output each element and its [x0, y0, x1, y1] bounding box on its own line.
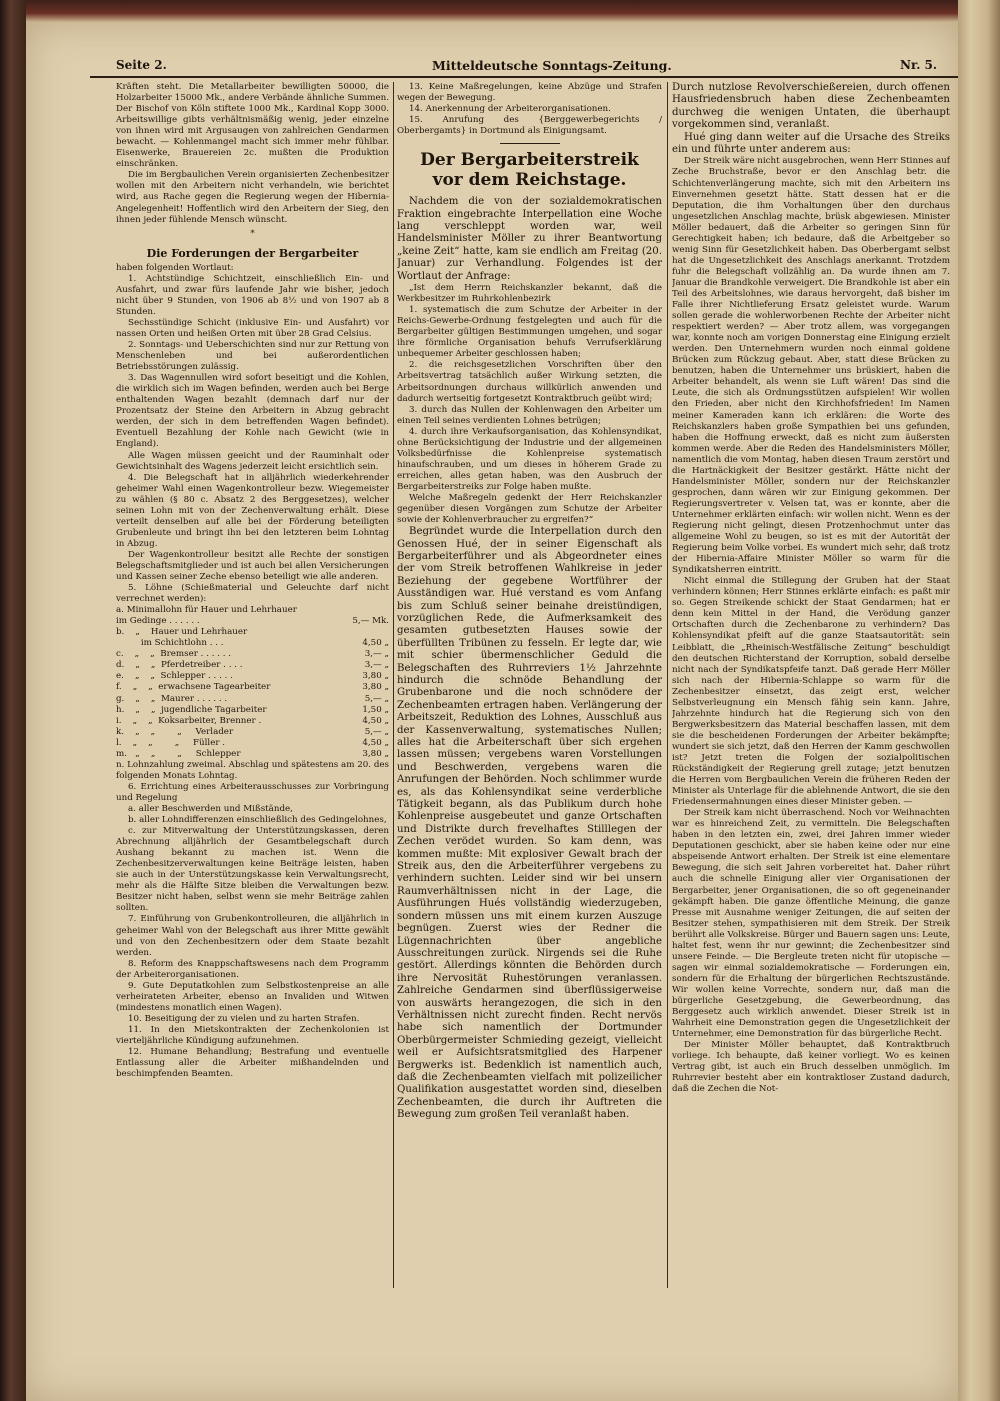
wage-label: im Schichtlohn . . .	[116, 638, 224, 649]
wage-value: 4,50 „	[362, 638, 389, 649]
article-title	[397, 150, 662, 190]
top-page-edge	[26, 0, 958, 22]
list-item: c. zur Mitverwaltung der Unterstützungskassen, deren Abrechnung alljährlich der Gesamtbelegschaft durch Aushang bekannt zu machen ist. Wenn die Zechenbesitzerverwaltungen keine Beiträge leisten, haben sie auch in der Unterstützungskasse kein Verwaltungsrecht, mehr als die Hälfte Sitze bleiben die Verwaltungen bezw. Besitzer nicht haben, selbst wenn sie mehr Beiträge zahlen sollten.	[116, 826, 389, 914]
paragraph: Kräften steht. Die Metallarbeiter bewilligten 50000, die Holzarbeiter 15000 Mk., andere Verbände ähnliche Summen. Der Bischof von Köln stiftete 1000 Mk., Kardinal Kopp 3000. Arbeitswillige gibts verhältnismäßig wenig, jeder einzelne von ihnen wird mit Argusaugen von zahlreichen Gendarmen bewacht. — Kohlenmangel macht sich immer mehr fühlbar. Eisenwerke, Brauereien 2c. mußten die Produktion einschränken.	[116, 82, 389, 170]
wage-row	[116, 638, 389, 649]
article-rule	[500, 143, 560, 144]
wage-label: e. „ „ Schlepper . . . . .	[116, 671, 233, 682]
list-item: 4. durch ihre Verkaufsorganisation, das Kohlensyndikat, ohne Berücksichtigung der Industrie und der allgemeinen Volksbedürfnisse die Kohlenpreise systematisch hinaufschrauben, und um dieses in höherem Grade zu erreichen, alles getan haben, was den Ausbruch der Bergarbeiterstreiks zur Folge haben mußte.	[397, 426, 662, 492]
paragraph: Nicht einmal die Stillegung der Gruben hat der Staat verhindern können; Herr Stinnes erklärte einfach: es paßt mir so. Gegen Streikende schickt der Staat Gendarmen; hat er denn kein Mittel in der Hand, die Verödung ganzer Ortschaften durch die Zechenbarone zu verhindern? Das Kohlensyndikat pfeift auf die ganze Staatsautorität: sein Leibblatt, die „Rheinisch-Westfälische Zeitung“ beschuldigt den deutschen Richterstand der Korruption, sobald derselbe nicht nach der Syndikatspfeife tanzt. Daß gerade Herr Möller sich nach der Hibernia-Schlappe so warm für die Zechenbesitzer einsetzt, das zeigt erst, welcher Selbstverleugnung ein Mensch fähig sein kann. Jahre, Jahrzehnte hindurch hat die Regierung sich von den Bergwerksbesitzern das Material beschaffen lassen, mit dem sie die bescheidenen Forderungen der Arbeiter bekämpfte; wundert sie sich jetzt, daß den Herren der Kamm geschwollen ist? Jetzt treten die Folgen der sozialpolitischen Rückständigkeit der Regierung grell zutage; jetzt benutzen die Herren vom Bergbaulichen Verein die früheren Reden der Minister als Unterlage für die ablehnende Antwort, die sie den Friedensermahnungen eines dieser Minister geben. —	[672, 576, 950, 808]
wage-row	[116, 749, 389, 760]
wage-table	[116, 616, 389, 760]
paragraph: Begründet wurde die Interpellation durch den Genossen Hué, der in seiner Eigenschaft als Bergarbeiterführer und als Abgeordneter eines der vom Streik betroffenen Wahlkreise in jeder Beziehung der gegebene Wortführer der Ausständigen war. Hué verstand es vom Anfang bis zum Schluß seiner beinahe dreistündigen, vorzüglichen Rede, die Aufmerksamkeit des gesamten gutbesetzten Hauses sowie der überfüllten Tribünen zu fesseln. Er legte dar, wie mit schier übermenschlicher Geduld die Belegschaften des Ruhrreviers 1½ Jahrzehnte hindurch die schnöde Behandlung der Grubenbarone und die noch schnödere der Zechenbeamten ertragen haben. Verlängerung der Arbeitszeit, Reduktion des Lohnes, Ausschluß aus der Kassenverwaltung, systematisches Nullen; alles hat die Arbeiterschaft über sich ergehen lassen müssen; vergebens waren Vorstellungen und Beschwerden, vergebens waren die Anrufungen der Behörden. Noch schlimmer wurde es, als das Kohlensyndikat seine verderbliche Tätigkeit begann, als das Publikum durch hohe Kohlenpreise ausgebeutet und ganze Ortschaften und Distrikte durch frevelhaftes Stilllegen der Zechen verödet wurden. So kam denn, was kommen mußte: Mit explosiver Gewalt brach der Streik aus, den die Arbeiterführer vergebens zu verhindern suchten. Leider sind wir bei unsern Raumverhältnissen nicht in der Lage, die Ausführungen Hués vollständig wiederzugeben, sondern müssen uns mit einem kurzen Auszuge begnügen. Zuerst wies der Redner die Lügennachrichten über angebliche Ausschreitungen zurück. Nirgends sei die Ruhe gestört. Allerdings könnten die Behörden durch ihre Nervosität Ruhestörungen veranlassen. Zahlreiche Gendarmen sind überflüssigerweise von auswärts herangezogen, die sich in den Verhältnissen nicht zurecht finden. Recht nervös habe sich namentlich der Dortmunder Oberbürgermeister Schmieding gezeigt, vielleicht weil er Aufsichtsratsmitglied des Harpener Bergwerks ist. Bedenklich ist namentlich auch, daß die Zechenbeamten vielfach mit polizeilicher Qualifikation ausgestattet worden sind, dieselben Zechenbeamten, die durch ihr Auftreten die Bewegung zum großen Teil veranlaßt haben.	[397, 526, 662, 1121]
list-item: 6. Errichtung eines Arbeiterausschusses zur Vorbringung und Regelung	[116, 781, 389, 803]
column-1	[116, 82, 389, 1292]
list-item: b. aller Lohndifferenzen einschließlich des Gedingelohnes,	[128, 815, 387, 826]
list-item: 15. Anrufung des {Berggewerbegerichts / Oberbergamts} in Dortmund als Einigungsamt.	[397, 115, 662, 137]
wage-label: b. „ Hauer und Lehrhauer	[116, 627, 248, 638]
list-item: Alle Wagen müssen geeicht und der Rauminhalt oder Gewichtsinhalt des Wagens jederzeit leicht ersichtlich sein.	[116, 450, 389, 472]
wage-label: h. „ „ jugendliche Tagarbeiter	[116, 704, 267, 715]
list-item: 1. Achtstündige Schichtzeit, einschließlich Ein- und Ausfahrt, und zwar fürs laufende Jahr wie bisher, jedoch nicht über 9 Stunden, von 1906 ab 8½ und von 1907 ab 8 Stunden.	[116, 273, 389, 317]
paragraph: Durch nutzlose Revolverschießereien, durch offenen Hausfriedensbruch haben diese Zechenbeamten durchweg die wenigen Untaten, die überhaupt vorgekommen sind, veranlaßt.	[672, 82, 950, 131]
wage-label: f. „ „ erwachsene Tagearbeiter	[116, 682, 271, 693]
wage-value: 3,— „	[364, 649, 389, 660]
list-item: 7. Einführung von Grubenkontrolleuren, die alljährlich in geheimer Wahl von der Belegschaft aus ihrer Mitte gewählt und von den Zechenbesitzern oder dem Staate bezahlt werden.	[116, 914, 389, 958]
paragraph: Welche Maßregeln gedenkt der Herr Reichskanzler gegenüber diesen Vorgängen zum Schutze der Arbeiter sowie der Kohlenverbraucher zu ergreifen?“	[397, 492, 662, 526]
list-item: 10. Beseitigung der zu vielen und zu harten Strafen.	[128, 1013, 360, 1024]
wage-row	[116, 682, 389, 693]
wage-label: i. „ „ Koksarbeiter, Brenner .	[116, 715, 262, 726]
wage-label: k. „ „ „ Verlader	[116, 726, 234, 737]
list-item: Der Wagenkontrolleur besitzt alle Rechte der sonstigen Belegschaftsmitglieder und ist auch bei allen Versicherungen und Kassen seiner Zeche ebenso beteiligt wie alle anderen.	[116, 549, 389, 583]
wage-row	[116, 671, 389, 682]
wage-row	[116, 627, 389, 638]
list-item: 3. durch das Nullen der Kohlenwagen den Arbeiter um einen Teil seines verdienten Lohnes betrügen;	[397, 404, 662, 426]
wage-label: im Gedinge . . . . . .	[116, 616, 200, 627]
header-rule	[90, 76, 958, 78]
paragraph: Nachdem die von der sozialdemokratischen Fraktion eingebrachte Interpellation eine Woche lang verschleppt worden war, weil Handelsminister Möller zu ihrer Beantwortung „keine Zeit“ hatte, kam sie endlich am Freitag (20. Januar) zur Verhandlung. Folgendes ist der Wortlaut der Anfrage:	[397, 196, 662, 282]
wage-label: c. „ „ Bremser . . . . . .	[116, 649, 232, 660]
wage-value: 4,50 „	[362, 737, 389, 748]
wage-row	[116, 694, 389, 705]
newspaper-title: Mitteldeutsche Sonntags-Zeitung.	[432, 58, 672, 73]
wage-row	[116, 738, 389, 749]
paragraph: Der Streik wäre nicht ausgebrochen, wenn Herr Stinnes auf Zeche Bruchstraße, bevor er den Anschlag betr. die Schichtenverlängerung machte, sich mit den Arbeitern ins Einvernehmen gesetzt hätte. Statt dessen hat er die Deputation, die ihm Vorhaltungen über den durchaus ungesetzlichen Anschlag machte, brüsk abgewiesen. Minister Möller bedauert, daß die Arbeiter so geringen Sinn für Gerechtigkeit haben; ich bedaure, daß die Arbeitgeber so wenig Sinn für Gesetzlichkeit haben. Das Oberbergamt selbst hat die Ungesetzlichkeit des Anschlags anerkannt. Trotzdem fuhr die Belegschaft vollzählig an. Da wurde ihnen am 7. Januar die Brandkohle verweigert. Die Brandkohle ist aber ein Teil des Arbeitslohnes, wie daraus hervorgeht, daß bisher im Falle ihrer Nichtlieferung Ersatz geleistet wurde. Warum sollen gerade die wohlerworbenen Rechte der Arbeiter nicht respektiert werden? — Aber trotz allem, was vorgegangen war, konnte noch am vorigen Donnerstag eine Einigung erzielt werden. Den Unternehmern wurden noch einmal goldene Brücken zum Rückzug gebaut. Aber, statt diese Brücken zu benutzen, haben die Unternehmer uns brüskiert, haben die Arbeiter behandelt, als wenn sie Luft wären! Das sind die Leute, die sich als Ordnungsstützen aufspielen! Wir wollen den Frieden, aber nicht den Kirchhofsfrieden! Im Namen meiner Kameraden kann ich erklären: die Worte des Reichskanzlers haben große Sympathien bei uns gefunden, haben die Hoffnung erweckt, daß es nicht zum äußersten kommen werde. Aber die Reden des Handelsministers Möller, namentlich die vom Montag, haben diesen Traum zerstört und die Hartnäckigkeit der Besitzer gestärkt. Hätte nicht der Handelsminister Möller, sondern nur der Reichskanzler gesprochen, dann wären wir zur Einigung gekommen. Der Regierungsvertreter v. Velsen tat, was er konnte, aber die Unternehmer erklärten einfach: wir wollen nicht. Wenn es der Regierung nicht gelingt, diesen Protzenhochmut unter das allgemeine Wohl zu beugen, so ist es mit der Autorität der Regierung beim Volke vorbei. Es wundert mich sehr, daß trotz der Hibernia-Affaire Minister Möller so warm für die Syndikatsherren eintritt.	[672, 156, 950, 576]
wage-label: d. „ „ Pferdetreiber . . . .	[116, 660, 243, 671]
list-item: 5. Löhne (Schießmaterial und Geleuchte darf nicht verrechnet werden):	[116, 583, 389, 605]
wage-label: l. „ „ „ Füller .	[116, 737, 226, 748]
wage-row	[116, 705, 389, 716]
wage-label: m. „ „ „ Schlepper	[116, 748, 241, 759]
right-page-edge	[958, 0, 1000, 1401]
wage-row	[116, 716, 389, 727]
list-item: n. Lohnzahlung zweimal. Abschlag und spätestens am 20. des folgenden Monats Lohntag.	[116, 759, 389, 781]
wage-value: 4,50 „	[362, 715, 389, 726]
paragraph: Der Minister Möller behauptet, daß Kontraktbruch vorliege. Ich behaupte, daß keiner vorliegt. Wo es keinen Vertrag gibt, ist auch ein Bruch desselben unmöglich. Im Ruhrrevier besteht aber ein kontraktloser Zustand dadurch, daß die Zechen die Not-	[672, 1040, 950, 1095]
paragraph: „Ist dem Herrn Reichskanzler bekannt, daß die Werkbesitzer im Ruhrkohlenbezirk	[397, 283, 662, 305]
wage-row	[116, 616, 389, 627]
list-item: 9. Gute Deputatkohlen zum Selbstkostenpreise an alle verheirateten Arbeiter, ebenso an Invaliden und Witwen (mindestens monatlich einen Wagen).	[116, 980, 389, 1013]
list-item: 8. Reform des Knappschaftswesens nach dem Programm der Arbeiterorganisationen.	[116, 958, 389, 980]
book-binding	[0, 0, 26, 1401]
wage-value: 1,50 „	[362, 704, 389, 715]
list-item: a. aller Beschwerden und Mißstände,	[128, 804, 293, 814]
list-item: 4. Die Belegschaft hat in alljährlich wiederkehrender geheimer Wahl einen Wagenkontrolleur bezw. Wiegemeister zu wählen (§ 80 c. Absatz 2 des Berggesetzes), welcher seinen Lohn mit von der Zechenverwaltung erhält. Diese verteilt denselben auf alle bei der Förderung beteiligten Grubenleute und bringt ihn bei den letzteren beim Lohntag in Abzug.	[116, 472, 389, 549]
column-3	[672, 82, 950, 1292]
column-rule	[393, 82, 394, 1288]
wage-value: 3,80 „	[362, 748, 389, 759]
wage-value: 5,— „	[364, 726, 389, 737]
wage-row	[116, 660, 389, 671]
column-2	[397, 82, 662, 1292]
wage-row	[116, 727, 389, 738]
paragraph: Die im Bergbaulichen Verein organisierten Zechenbesitzer wollen mit den Arbeitern nicht verhandeln, wie berichtet wird, aus Rache gegen die Regierung wegen der Hibernia-Angelegenheit! Hoffentlich wird den Arbeitern der Sieg, den ihnen jeder fühlende Mensch wünscht.	[116, 170, 389, 225]
paragraph: Hué ging dann weiter auf die Ursache des Streiks ein und führte unter anderem aus:	[672, 131, 950, 156]
article-title-line: vor dem Reichstage.	[432, 170, 627, 191]
wage-value: 5,— Mk.	[352, 616, 389, 627]
article-title-line: Der Bergarbeiterstreik	[420, 150, 639, 171]
wage-value: 3,80 „	[362, 682, 389, 693]
section-separator: *	[250, 228, 255, 239]
issue-number: Nr. 5.	[900, 58, 938, 72]
wage-value: 3,80 „	[362, 671, 389, 682]
wage-label: g. „ „ Maurer . . . . . .	[116, 693, 228, 704]
wage-row	[116, 649, 389, 660]
column-rule	[667, 82, 668, 1288]
list-item: 2. Sonntags- und Ueberschichten sind nur zur Rettung von Menschenleben und bei außerordentlichen Betriebsstörungen zulässig.	[116, 340, 389, 373]
list-item: 2. die reichsgesetzlichen Vorschriften über den Arbeitsvertrag tatsächlich außer Wirkung setzten, die Arbeitsordnungen durchaus willkürlich anwenden und dadurch wertseitig fortgesetzt Kontraktbruch geübt wird;	[397, 360, 662, 404]
paragraph: Der Streik kam nicht überraschend. Noch vor Weihnachten war es hinreichend Zeit, zu vermitteln. Die Belegschaften haben in den letzten ein, zwei, drei Jahren immer wieder Deputationen geschickt, aber sie haben keine oder nur eine abspeisende Antwort erhalten. Der Streik ist eine elementare Bewegung, die sich seit Jahren vorbereitet hat. Daher rührt auch die schnelle Einigung aller vier Organisationen der Bergarbeiter, jener Organisationen, die so oft gegeneinander gekämpft haben. Die ganze öffentliche Meinung, die ganze Presse mit Ausnahme weniger Zeitungen, die auf seiten der Besitzer stehen, sympathisieren mit dem Streik. Der Streik berührt alle Volkskreise. Bürger und Bauern sagen uns: Leute, haltet fest, wenn ihr nur gewinnt; die Zechenbesitzer sind unsere Feinde. — Die Bergleute treten nicht für utopische — sagen wir einmal sozialdemokratische — Forderungen ein, sondern für die Erhaltung der bürgerlichen Rechtszustände. Wir wollen keine Vorrechte, sondern nur, daß man die bürgerliche Gesetzgebung, die Gewerbeordnung, das Berggesetz auch wirklich anwendet. Dieser Streik ist in Wahrheit eine Demonstration gegen die Ungesetzlichkeit der Unternehmer, eine Demonstration für das bürgerliche Recht.	[672, 808, 950, 1040]
list-item: 1. systematisch die zum Schutze der Arbeiter in der Reichs-Gewerbe-Ordnung festgelegten und auch für die Bergarbeiter gültigen Bestimmungen umgehen, und sogar ihre förmliche Organisation behufs Verrufserklärung unbequemer Arbeiter geschlossen haben;	[397, 305, 662, 360]
wage-value: 3,— „	[364, 660, 389, 671]
list-item: Sechsstündige Schicht (inklusive Ein- und Ausfahrt) vor nassen Orten und heißen Orten mit über 28 Grad Celsius.	[116, 317, 389, 339]
page-number: Seite 2.	[116, 58, 167, 72]
section-heading: Die Forderungen der Bergarbeiter	[146, 246, 359, 260]
list-item: 3. Das Wagennullen wird sofort beseitigt und die Kohlen, die wirklich sich im Wagen befinden, werden auch bei Berge enthaltenden Wagen bezahlt (demnach darf nur der Prozentsatz der Steine den Arbeitern in Abzug gebracht werden, der sich in dem betreffenden Wagen befindet). Eventuell Bezahlung der Kohle nach Gewicht (wie in England).	[116, 373, 389, 450]
list-item: 13. Keine Maßregelungen, keine Abzüge und Strafen wegen der Bewegung.	[397, 82, 662, 104]
wage-value: 5,— „	[364, 693, 389, 704]
list-item: 12. Humane Behandlung; Bestrafung und eventuelle Entlassung aller die Arbeiter mißhandelnden und beschimpfenden Beamten.	[116, 1047, 389, 1080]
list-item: a. Minimallohn für Hauer und Lehrhauer	[116, 605, 297, 616]
list-item: 11. In den Mietskontrakten der Zechenkolonien ist vierteljährliche Kündigung aufzunehmen.	[116, 1024, 389, 1046]
paragraph: haben folgenden Wortlaut:	[116, 262, 234, 273]
list-item: 14. Anerkennung der Arbeiterorganisationen.	[409, 104, 611, 115]
